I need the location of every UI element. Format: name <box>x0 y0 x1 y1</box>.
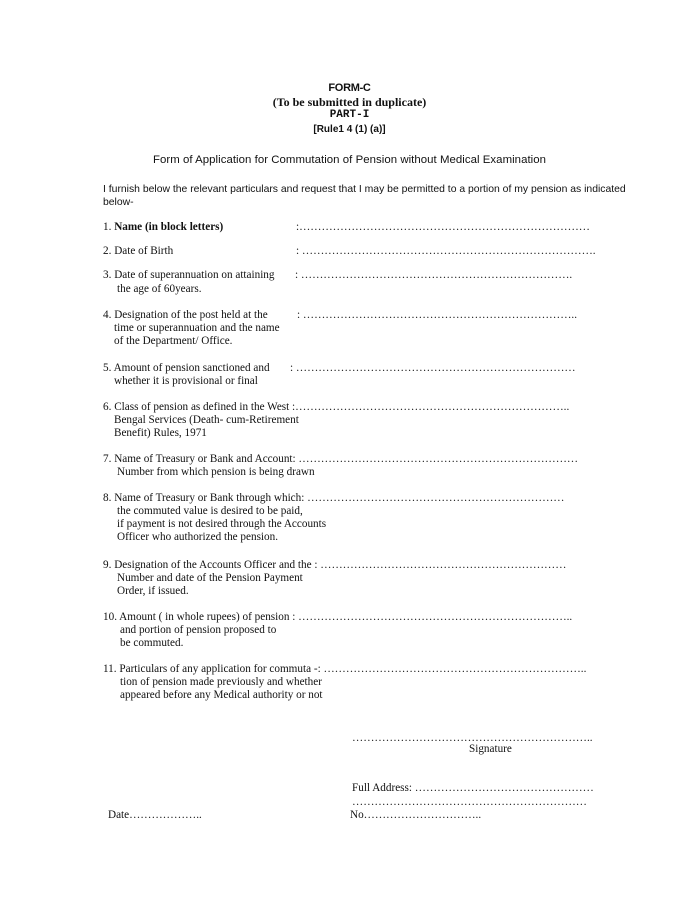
item-2-number: 2. <box>103 245 112 257</box>
item-8-label-line-1[interactable]: Name of Treasury or Bank through which: …………………………………………………………… <box>114 492 565 504</box>
item-8 <box>103 491 564 505</box>
item-9-number: 9. <box>103 559 112 571</box>
item-6-label-line-2: Bengal Services (Death- cum-Retirement <box>114 414 299 426</box>
item-10-label-line-2: and portion of pension proposed to <box>120 624 277 636</box>
item-4-label-line-3: of the Department/ Office. <box>114 335 233 347</box>
item-2-label: Date of Birth <box>114 245 174 257</box>
item-1-label: Name (in block letters) <box>114 221 224 233</box>
item-10 <box>103 610 572 624</box>
item-5 <box>103 361 270 375</box>
address-line-2[interactable]: ……………………………………………………… <box>352 796 587 808</box>
item-10-label-line-3: be commuted. <box>120 637 184 649</box>
item-6-label-line-3: Benefit) Rules, 1971 <box>114 427 207 439</box>
item-11-label-line-1[interactable]: Particulars of any application for commuta -: …………………………………………………………….. <box>119 663 587 675</box>
item-8-label-line-4: Officer who authorized the pension. <box>117 531 279 543</box>
item-9-label-line-2: Number and date of the Pension Payment <box>117 572 303 584</box>
item-3-label-line-2: the age of 60years. <box>117 283 202 295</box>
item-4-number: 4. <box>103 309 112 321</box>
item-10-number: 10. <box>103 611 117 623</box>
item-11-label-line-3: appeared before any Medical authority or not <box>120 689 323 701</box>
item-2-answer[interactable]: : ……………………………………………………………………. <box>296 245 596 257</box>
item-4-answer[interactable]: : ……………………………………………………………….. <box>297 309 577 321</box>
rule-reference: [Rule1 4 (1) (a)] <box>313 124 386 135</box>
intro-paragraph: I furnish below the relevant particulars and request that I may be permitted to a portion of my pension as indicated below- <box>103 184 626 208</box>
item-11-label-line-2: tion of pension made previously and whether <box>120 676 322 688</box>
item-10-label-line-1[interactable]: Amount ( in whole rupees) of pension : ……………………………………………………………….. <box>119 611 573 623</box>
item-4 <box>103 308 268 322</box>
item-3-number: 3. <box>103 269 112 281</box>
item-5-number: 5. <box>103 362 112 374</box>
item-6-label-line-1[interactable]: Class of pension as defined in the West :……………………………………………………………….. <box>114 401 570 413</box>
item-5-label-line-2: whether it is provisional or final <box>114 375 258 387</box>
item-1-answer[interactable]: :…………………………………………………………………… <box>296 221 590 233</box>
item-3 <box>103 268 275 282</box>
item-9-label-line-1[interactable]: Designation of the Accounts Officer and the : ………………………………………………………… <box>114 559 567 571</box>
item-5-answer[interactable]: : ………………………………………………………………… <box>290 362 576 374</box>
item-6 <box>103 400 569 414</box>
item-2 <box>103 244 173 258</box>
item-7-number: 7. <box>103 453 112 465</box>
signature-label: Signature <box>469 743 512 755</box>
item-4-label-line-2: time or superannuation and the name <box>114 322 280 334</box>
signature-line[interactable]: ……………………………………………………….. <box>352 732 593 744</box>
item-8-label-line-2: the commuted value is desired to be paid, <box>117 505 303 517</box>
item-3-answer[interactable]: : ………………………………………………………………. <box>295 269 573 281</box>
date-line[interactable]: Date……………….. <box>108 809 202 821</box>
item-3-label-line-1: Date of superannuation on attaining <box>114 269 275 281</box>
item-7 <box>103 452 578 466</box>
item-11-number: 11. <box>103 663 117 675</box>
item-9 <box>103 558 566 572</box>
item-11 <box>103 662 586 676</box>
part-label: PART-I <box>329 109 370 121</box>
phone-number-line[interactable]: No………………………….. <box>350 809 482 821</box>
item-8-number: 8. <box>103 492 112 504</box>
item-7-label-line-2: Number from which pension is being drawn <box>117 466 315 478</box>
item-7-label-line-1[interactable]: Name of Treasury or Bank and Account: ………………………………………………………………… <box>114 453 579 465</box>
item-1-number: 1. <box>103 221 112 233</box>
duplicate-note: (To be submitted in duplicate) <box>272 95 427 109</box>
item-1 <box>103 220 223 234</box>
full-address-line[interactable]: Full Address: ………………………………………… <box>352 782 594 794</box>
form-title: FORM-C <box>328 82 371 94</box>
item-6-number: 6. <box>103 401 112 413</box>
item-8-label-line-3: if payment is not desired through the Accounts <box>117 518 327 530</box>
item-9-label-line-3: Order, if issued. <box>117 585 189 597</box>
document-title: Form of Application for Commutation of Pension without Medical Examination <box>152 154 547 166</box>
item-5-label-line-1: Amount of pension sanctioned and <box>113 362 270 374</box>
item-4-label-line-1: Designation of the post held at the <box>114 309 268 321</box>
